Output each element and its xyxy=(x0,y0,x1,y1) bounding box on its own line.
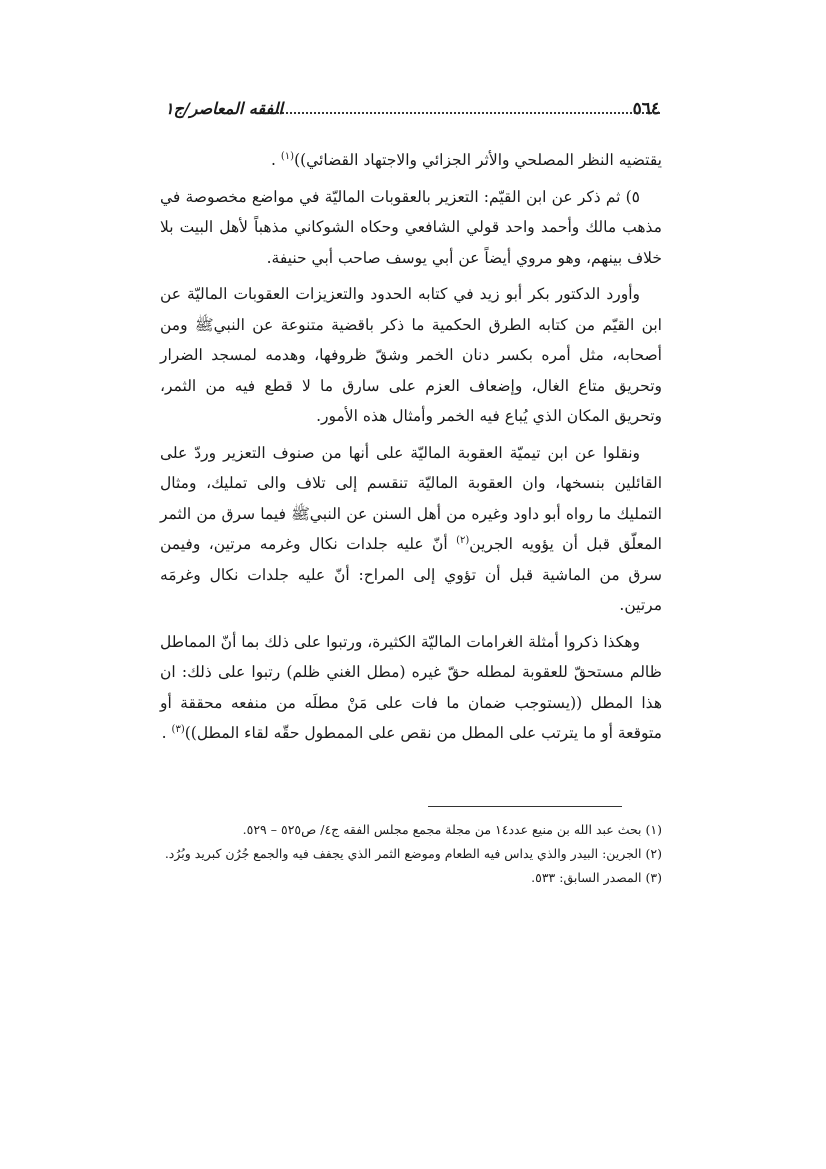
paragraph-4-text-b: أنّ عليه جلدات نكال وغرمه مرتين، وفيمن سرق من الماشية قبل أن تؤوي إلى المراح: أنّ عليه جلدات نكال وغرمَه مرتين. xyxy=(160,535,662,614)
paragraph-5 xyxy=(160,627,662,749)
footnote-ref-2[interactable]: (٢) xyxy=(456,534,470,546)
footnote-ref-3[interactable]: (٣) xyxy=(171,723,185,735)
footnote-1: (١) بحث عبد الله بن منيع عدد١٤ من مجلة مجمع مجلس الفقه ج٤/ ص٥٢٥ – ٥٢٩. xyxy=(242,822,662,837)
main-text xyxy=(160,145,662,755)
page-header xyxy=(165,98,660,128)
footnote-ref-1[interactable]: (١) xyxy=(280,150,295,162)
paragraph-2: ٥) ثم ذكر عن ابن القيّم: التعزير بالعقوبات الماليّة في مواضع مخصوصة في مذهب مالك وأحمد واحد قولي الشافعي وحكاه الشوكاني مذهباً لأهل البيت بلا خلاف بينهم، وهو مروي أيضاً عن أبي يوسف صاحب أبي حنيفة. xyxy=(160,187,662,267)
footnote-separator xyxy=(428,806,622,807)
footnote-3: (٣) المصدر السابق: ٥٣٣. xyxy=(531,870,662,885)
paragraph-1-end: . xyxy=(271,151,281,169)
page-number: ٥٦٤ xyxy=(632,99,660,119)
paragraph-5-end: . xyxy=(161,724,172,742)
paragraph-1 xyxy=(160,145,662,176)
paragraph-1-text: يقتضيه النظر المصلحي والأثر الجزائي والاجتهاد القضائي)) xyxy=(294,151,662,169)
footnote-2: (٢) الجرين: البيدر والذي يداس فيه الطعام وموضع الثمر الذي يجفف فيه والجمع جُرُن كبريد وبُرُد. xyxy=(164,846,662,861)
header-dotted-leader xyxy=(277,112,660,114)
paragraph-5-text: وهكذا ذكروا أمثلة الغرامات الماليّة الكثيرة، ورتبوا على ذلك بما أنّ المماطل ظالم مستحقّ للعقوبة لمطله حقّ غيره (مطل الغني ظلم) رتبوا على ذلك: ان هذا المطل ((يستوجب ضمان ما فات على مَنْ مطلَه من منفعه محققة أو متوقعة أو ما يترتب على المطل من نقص على الممطول حقّه لقاء المطل)) xyxy=(160,632,662,742)
paragraph-4-text-a: ونقلوا عن ابن تيميّة العقوبة الماليّة على أنها من صنوف التعزير وردّ على القائلين بنسخها، وان العقوبة الماليّة تنقسم إلى تلاف والى تمليك، ومثال التمليك ما رواه أبو داود وغيره من أهل السنن عن النبيﷺ فيما سرق من الثمر المعلّق قبل أن يؤويه الجرين xyxy=(160,443,662,553)
running-title: الفقه المعاصر/ج١ xyxy=(165,99,283,118)
footnotes xyxy=(160,818,662,890)
paragraph-3: وأورد الدكتور بكر أبو زيد في كتابه الحدود والتعزيزات العقوبات الماليّة عن ابن القيّم من كتابه الطرق الحكمية ما ذكر باقضية متنوعة عن النبيﷺ ومن أصحابه، مثل أمره بكسر دنان الخمر وشقّ ظروفها، وهدمه لمسجد الضرار وتحريق متاع الغال، وإضعاف العزم على سارق ما لا قطع فيه من الثمر، وتحريق المكان الذي يُباع فيه الخمر وأمثال هذه الأمور. xyxy=(160,285,662,425)
paragraph-4 xyxy=(160,438,662,621)
